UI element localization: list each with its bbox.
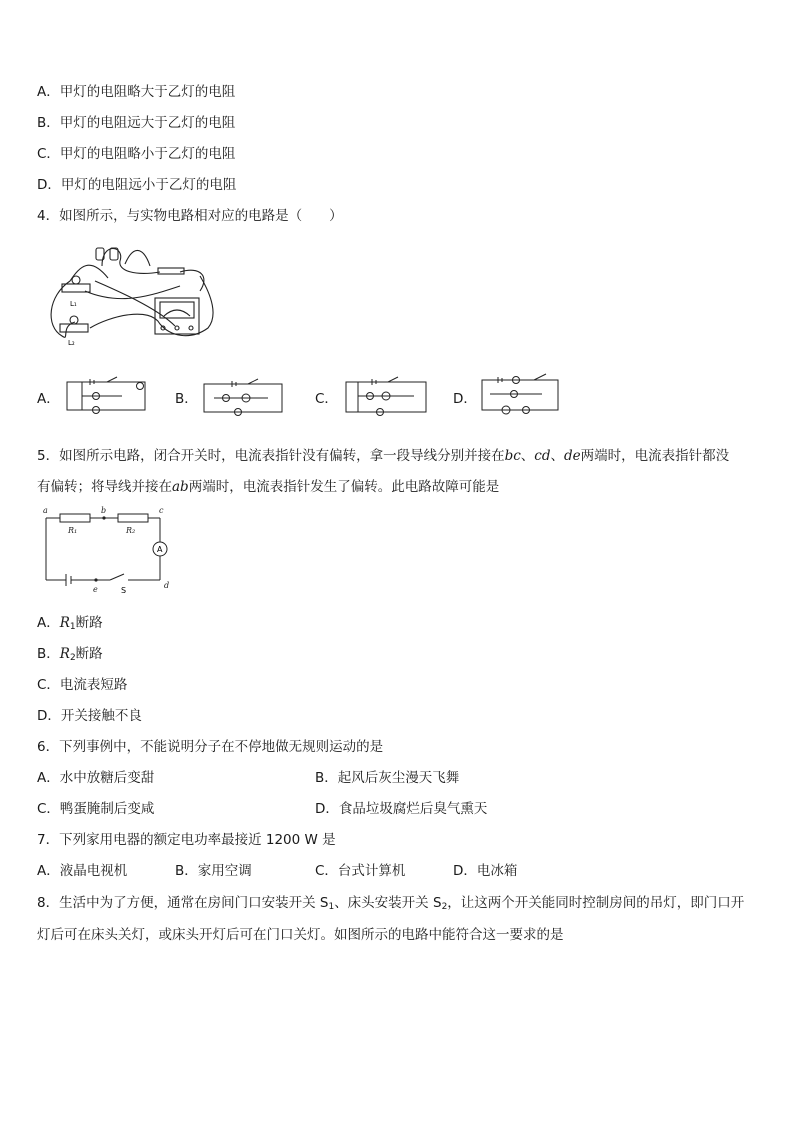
q3-option-a: A．甲灯的电阻略大于乙灯的电阻 <box>37 84 236 100</box>
q5-option-d: D．开关接触不良 <box>37 708 142 724</box>
q6-option-c: C．鸭蛋腌制后变咸 <box>37 801 155 817</box>
q5-option-c: C．电流表短路 <box>37 677 128 693</box>
q5-r2-label: R₂ <box>126 526 136 535</box>
q4-option-c-circuit <box>340 374 432 418</box>
q6-stem: 6．下列事例中，不能说明分子在不停地做无规则运动的是 <box>37 739 384 755</box>
q4-option-a-circuit <box>62 376 154 416</box>
q8-stem-line1: 8．生活中为了方便，通常在房间门口安装开关 $S_1$、床头安装开关 $S_2$，让这两个开关能同时控制房间的吊灯，即门口开 <box>37 895 745 912</box>
q3-option-d: D．甲灯的电阻远小于乙灯的电阻 <box>37 177 237 193</box>
q4-option-c-label: C． <box>315 391 338 407</box>
q5-point-e: e <box>93 585 98 594</box>
q7-option-a: A．液晶电视机 <box>37 863 128 879</box>
q6-option-d: D．食品垃圾腐烂后臭气熏天 <box>315 801 488 817</box>
q4-stem: 4．如图所示，与实物电路相对应的电路是（ ） <box>37 208 343 224</box>
q5-stem-line2: 有偏转；将导线并接在ab两端时，电流表指针发生了偏转。此电路故障可能是 <box>37 479 500 495</box>
q5-point-b: b <box>101 506 107 515</box>
q5-r1-label: R₁ <box>68 526 78 535</box>
q4-option-b-label: B． <box>175 391 198 407</box>
q5-point-d: d <box>164 581 170 590</box>
q7-option-c: C．台式计算机 <box>315 863 406 879</box>
q5-stem-line1: 5．如图所示电路，闭合开关时，电流表指针没有偏转，拿一段导线分别并接在bc、cd、de两端时，电流表指针都没 <box>37 448 730 464</box>
q5-ammeter-label: A <box>157 545 163 554</box>
q5-circuit-figure <box>38 504 178 596</box>
q4-option-d-label: D． <box>453 391 477 407</box>
q7-option-d: D．电冰箱 <box>453 863 518 879</box>
q5-point-a: a <box>43 506 48 515</box>
q4-physical-circuit-figure <box>40 236 220 350</box>
q5-option-b: B．$R_2$断路 <box>37 646 103 663</box>
q7-stem: 7．下列家用电器的额定电功率最接近 1200 W 是 <box>37 832 336 848</box>
q4-option-b-circuit <box>198 376 290 416</box>
q3-option-c: C．甲灯的电阻略小于乙灯的电阻 <box>37 146 236 162</box>
q4-option-a-label: A． <box>37 391 60 407</box>
q6-option-b: B．起风后灰尘漫天飞舞 <box>315 770 460 786</box>
q4-figure-l2-label: L₂ <box>68 339 75 347</box>
q4-figure-l1-label: L₁ <box>70 300 77 308</box>
q5-point-c: c <box>159 506 164 515</box>
q4-option-d-circuit <box>476 372 568 420</box>
q6-option-a: A．水中放糖后变甜 <box>37 770 155 786</box>
q3-option-b: B．甲灯的电阻远大于乙灯的电阻 <box>37 115 236 131</box>
q5-option-a: A．$R_1$断路 <box>37 615 103 632</box>
q5-switch-label: S <box>121 586 127 595</box>
q8-stem-line2: 灯后可在床头关灯，或床头开灯后可在门口关灯。如图所示的电路中能符合这一要求的是 <box>37 927 564 943</box>
q7-option-b: B．家用空调 <box>175 863 252 879</box>
